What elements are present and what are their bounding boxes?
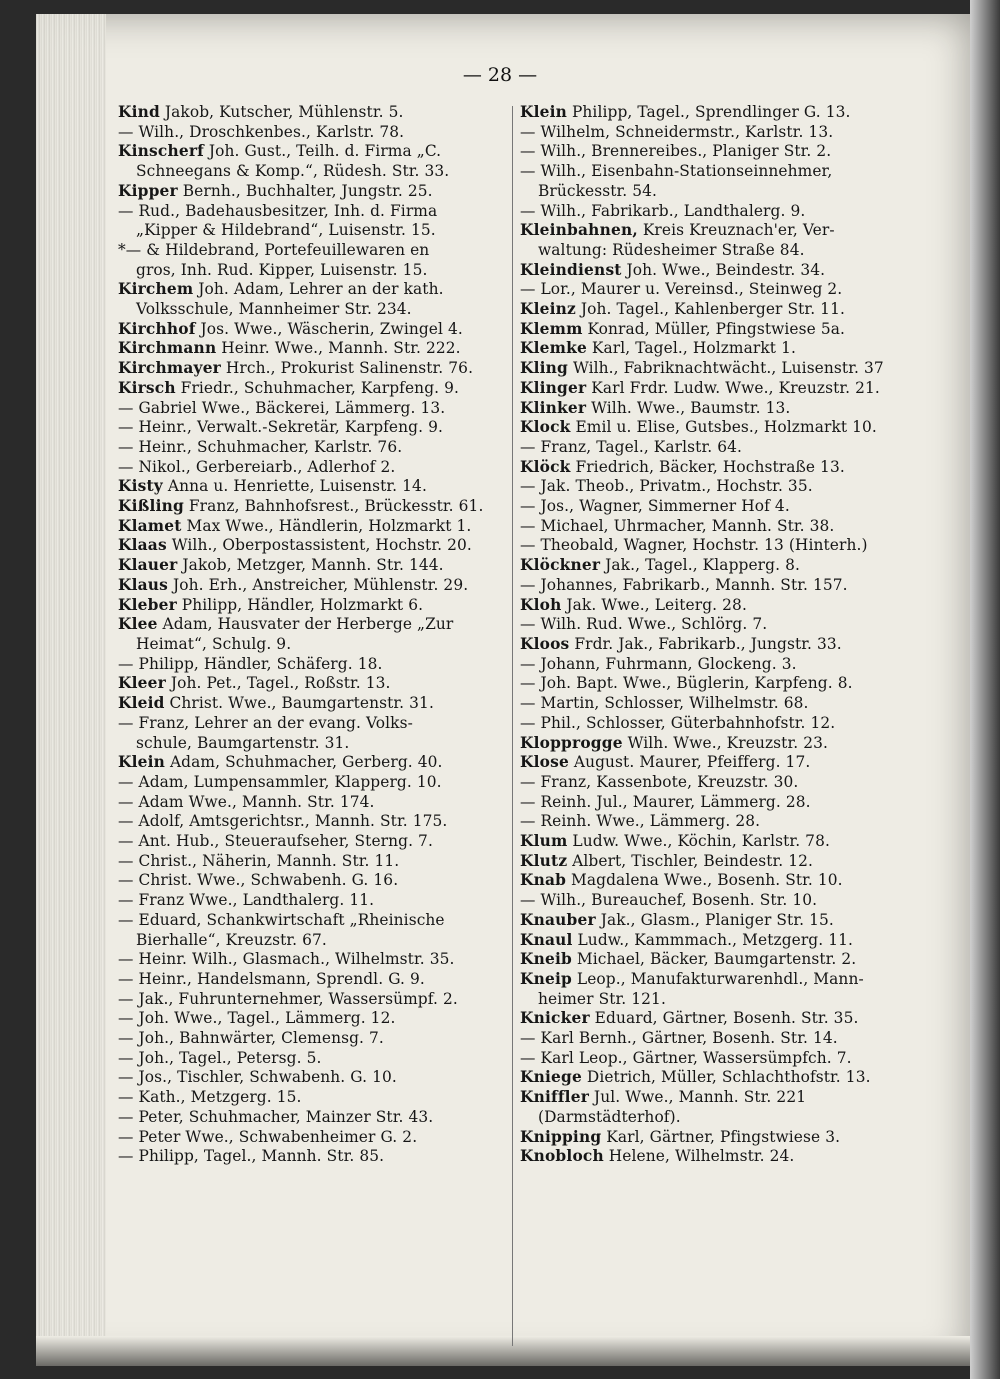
directory-entry-line <box>520 182 910 202</box>
entry-text: Jakob, Kutscher, Mühlenstr. 5. <box>164 103 404 121</box>
directory-entry-line <box>118 477 504 497</box>
directory-entry-line <box>520 812 910 832</box>
directory-entry-line <box>118 990 504 1010</box>
directory-entry-line <box>520 635 910 655</box>
entry-surname: Kirchmann <box>118 339 217 358</box>
entry-text: — Wilh. Rud. Wwe., Schlörg. 7. <box>520 615 768 634</box>
directory-entry-line <box>520 714 910 734</box>
entry-text: — Jak. Theob., Privatm., Hochstr. 35. <box>520 477 813 496</box>
directory-entry-line <box>520 832 910 852</box>
entry-text: Kreis Kreuznach'er, Ver- <box>642 221 835 240</box>
directory-entry-line <box>520 1049 910 1069</box>
entry-text: Emil u. Elise, Gutsbes., Holzmarkt 10. <box>575 418 877 437</box>
directory-entry-line <box>118 871 504 891</box>
entry-text: — Franz, Lehrer an der evang. Volks- <box>118 713 413 732</box>
directory-entry-line <box>118 1147 504 1167</box>
entry-surname: Kneib <box>520 950 572 969</box>
entry-text: — Wilh., Droschkenbes., Karlstr. 78. <box>118 122 405 141</box>
entry-text: Joh. Gust., Teilh. d. Firma „C. <box>208 142 442 161</box>
directory-entry-line <box>118 1049 504 1069</box>
directory-entry-line <box>118 280 504 300</box>
entry-text: Jakob, Metzger, Mannh. Str. 144. <box>182 556 444 575</box>
directory-entry-line <box>520 517 910 537</box>
entry-text: — Wilh., Fabrikarb., Landthalerg. 9. <box>520 201 806 220</box>
directory-entry-line <box>118 793 504 813</box>
directory-entry-line <box>520 674 910 694</box>
entry-text: — Nikol., Gerbereiarb., Adlerhof 2. <box>118 457 396 476</box>
entry-text: schule, Baumgartenstr. 31. <box>136 733 350 752</box>
directory-entry-line <box>118 379 504 399</box>
directory-entry-line <box>520 734 910 754</box>
column-divider <box>512 106 513 1346</box>
entry-surname: Klemm <box>520 319 583 338</box>
directory-entry-line <box>520 536 910 556</box>
entry-text: — Adam Wwe., Mannh. Str. 174. <box>118 792 375 811</box>
directory-entry-line <box>118 635 504 655</box>
entry-text: — Phil., Schlosser, Güterbahnhofstr. 12. <box>520 713 836 732</box>
entry-surname: Knicker <box>520 1009 590 1028</box>
entry-text: Frdr. Jak., Fabrikarb., Jungstr. 33. <box>574 634 842 653</box>
directory-entry-line <box>118 576 504 596</box>
entry-surname: Klee <box>118 615 158 634</box>
entry-surname: Kind <box>118 103 160 121</box>
entry-text: — Jos., Tischler, Schwabenh. G. 10. <box>118 1068 397 1087</box>
entry-text: Magdalena Wwe., Bosenh. Str. 10. <box>571 871 843 890</box>
directory-entry-line <box>520 1088 910 1108</box>
entry-text: (Darmstädterhof). <box>538 1107 681 1126</box>
directory-entry-line <box>520 379 910 399</box>
directory-entry-line <box>118 1029 504 1049</box>
entry-surname: Kirchmayer <box>118 359 221 378</box>
entry-surname: Knipping <box>520 1127 602 1146</box>
directory-entry-line <box>118 734 504 754</box>
directory-entry-line <box>520 1068 910 1088</box>
directory-entry-line <box>520 970 910 990</box>
entry-surname: Kloh <box>520 595 562 614</box>
directory-entry-line <box>118 300 504 320</box>
entry-surname: Klöck <box>520 457 571 476</box>
entry-text: — Heinr., Handelsmann, Sprendl. G. 9. <box>118 969 425 988</box>
entry-text: „Kipper & Hildebrand“, Luisenstr. 15. <box>136 221 436 240</box>
directory-entry-line <box>118 458 504 478</box>
entry-text: Joh. Tagel., Kahlenberger Str. 11. <box>580 300 845 319</box>
entry-text: Adam, Schuhmacher, Gerberg. 40. <box>169 753 443 772</box>
entry-text: Schneegans & Komp.“, Rüdesh. Str. 33. <box>136 162 450 181</box>
directory-entry-line <box>520 1009 910 1029</box>
directory-entry-line <box>520 418 910 438</box>
entry-surname: Klinker <box>520 398 587 417</box>
directory-entry-line <box>118 123 504 143</box>
entry-text: Helene, Wilhelmstr. 24. <box>608 1147 795 1166</box>
directory-entry-line <box>520 990 910 1010</box>
directory-entry-line <box>520 891 910 911</box>
entry-text: — Adolf, Amtsgerichtsr., Mannh. Str. 175. <box>118 812 448 831</box>
entry-text: Leop., Manufakturwarenhdl., Mann- <box>576 969 864 988</box>
entry-surname: Klopprogge <box>520 733 623 752</box>
directory-entry-line <box>520 280 910 300</box>
entry-text: — Wilh., Brennereibes., Planiger Str. 2. <box>520 142 832 161</box>
directory-entry-line <box>520 438 910 458</box>
entry-text: — Reinh. Jul., Maurer, Lämmerg. 28. <box>520 792 811 811</box>
entry-text: — Lor., Maurer u. Vereinsd., Steinweg 2. <box>520 280 843 299</box>
entry-text: — Johannes, Fabrikarb., Mannh. Str. 157. <box>520 575 848 594</box>
entry-text: Ludw., Kammmach., Metzgerg. 11. <box>577 930 854 949</box>
entry-text: — Reinh. Wwe., Lämmerg. 28. <box>520 812 761 831</box>
directory-entry-line <box>118 714 504 734</box>
entry-surname: Kisty <box>118 477 163 496</box>
entry-surname: Klaus <box>118 575 169 594</box>
entry-text: — Wilh., Bureauchef, Bosenh. Str. 10. <box>520 891 818 910</box>
entry-text: waltung: Rüdesheimer Straße 84. <box>538 240 805 259</box>
entry-text: — Joh. Wwe., Tagel., Lämmerg. 12. <box>118 1009 396 1028</box>
directory-entry-line <box>520 1108 910 1128</box>
directory-entry-line <box>118 221 504 241</box>
entry-surname: Klauer <box>118 556 178 575</box>
entry-text: Wilh. Wwe., Baumstr. 13. <box>591 398 791 417</box>
directory-entry-line <box>520 852 910 872</box>
entry-text: Max Wwe., Händlerin, Holzmarkt 1. <box>186 516 472 535</box>
directory-entry-line <box>520 694 910 714</box>
entry-text: — Philipp, Händler, Schäferg. 18. <box>118 654 383 673</box>
directory-entry-line <box>118 536 504 556</box>
directory-entry-line <box>118 1088 504 1108</box>
entry-text: Dietrich, Müller, Schlachthofstr. 13. <box>586 1068 871 1087</box>
directory-entry-line <box>520 241 910 261</box>
entry-text: — Johann, Fuhrmann, Glockeng. 3. <box>520 654 797 673</box>
entry-text: — Joh., Bahnwärter, Clemensg. 7. <box>118 1029 384 1048</box>
entry-text: — Adam, Lumpensammler, Klapperg. 10. <box>118 772 442 791</box>
directory-entry-line <box>520 202 910 222</box>
entry-text: Adam, Hausvater der Herberge „Zur <box>162 615 454 634</box>
entry-text: heimer Str. 121. <box>538 989 666 1008</box>
entry-text: — Franz, Kassenbote, Kreuzstr. 30. <box>520 772 799 791</box>
directory-entry-line <box>118 753 504 773</box>
entry-text: Ludw. Wwe., Köchin, Karlstr. 78. <box>572 832 830 851</box>
entry-text: Anna u. Henriette, Luisenstr. 14. <box>167 477 427 496</box>
entry-text: Konrad, Müller, Pfingstwiese 5a. <box>587 319 845 338</box>
directory-entry-line <box>520 339 910 359</box>
entry-text: Joh. Adam, Lehrer an der kath. <box>198 280 444 299</box>
entry-text: Volksschule, Mannheimer Str. 234. <box>136 300 412 319</box>
directory-entry-line <box>118 1128 504 1148</box>
entry-text: Hrch., Prokurist Salinenstr. 76. <box>225 359 474 378</box>
directory-entry-line <box>118 517 504 537</box>
directory-entry-line <box>520 596 910 616</box>
directory-entry-line <box>520 911 910 931</box>
directory-entry-line <box>520 320 910 340</box>
entry-text: Brückesstr. 54. <box>538 181 658 200</box>
directory-entry-line <box>118 950 504 970</box>
entry-surname: Kißling <box>118 497 184 516</box>
directory-entry-line <box>118 497 504 517</box>
entry-text: — Rud., Badehausbesitzer, Inh. d. Firma <box>118 201 438 220</box>
entry-text: — Wilh., Eisenbahn-Stationseinnehmer, <box>520 162 833 181</box>
entry-text: Eduard, Gärtner, Bosenh. Str. 35. <box>594 1009 859 1028</box>
entry-text: Bierhalle“, Kreuzstr. 67. <box>136 930 327 949</box>
entry-text: Jul. Wwe., Mannh. Str. 221 <box>593 1088 807 1107</box>
entry-text: Franz, Bahnhofsrest., Brückesstr. 61. <box>188 497 484 516</box>
entry-text: Karl, Gärtner, Pfingstwiese 3. <box>606 1127 841 1146</box>
entry-text: Joh. Pet., Tagel., Roßstr. 13. <box>170 674 391 693</box>
directory-entry-line <box>118 694 504 714</box>
directory-entry-line <box>520 1029 910 1049</box>
directory-entry-line <box>520 123 910 143</box>
entry-text: — Philipp, Tagel., Mannh. Str. 85. <box>118 1147 385 1166</box>
entry-surname: Kipper <box>118 181 178 200</box>
directory-entry-line <box>118 359 504 379</box>
entry-text: Joh. Wwe., Beindestr. 34. <box>626 260 826 279</box>
directory-entry-line <box>520 221 910 241</box>
directory-entry-line <box>520 359 910 379</box>
entry-surname: Kneip <box>520 969 572 988</box>
entry-text: Friedr., Schuhmacher, Karpfeng. 9. <box>180 378 460 397</box>
entry-text: — Peter Wwe., Schwabenheimer G. 2. <box>118 1127 418 1146</box>
entry-surname: Klinger <box>520 378 587 397</box>
directory-entry-line <box>118 832 504 852</box>
directory-entry-line <box>118 596 504 616</box>
directory-entry-line <box>520 399 910 419</box>
entry-text: Jos. Wwe., Wäscherin, Zwingel 4. <box>200 319 463 338</box>
directory-entry-line <box>520 773 910 793</box>
directory-entry-line <box>520 300 910 320</box>
entry-surname: Klum <box>520 832 568 851</box>
entry-text: — Christ., Näherin, Mannh. Str. 11. <box>118 851 400 870</box>
directory-entry-line <box>520 871 910 891</box>
entry-surname: Kling <box>520 359 569 378</box>
directory-entry-line <box>118 418 504 438</box>
directory-entry-line <box>520 793 910 813</box>
entry-surname: Kinscherf <box>118 142 204 161</box>
entry-text: — Christ. Wwe., Schwabenh. G. 16. <box>118 871 399 890</box>
directory-entry-line <box>520 477 910 497</box>
directory-entry-line <box>118 320 504 340</box>
directory-entry-line <box>520 753 910 773</box>
entry-text: — Franz, Tagel., Karlstr. 64. <box>520 437 742 456</box>
directory-entry-line <box>118 182 504 202</box>
entry-text: Heinr. Wwe., Mannh. Str. 222. <box>221 339 461 358</box>
right-column <box>520 103 910 1167</box>
entry-surname: Klaas <box>118 536 167 555</box>
entry-text: Christ. Wwe., Baumgartenstr. 31. <box>169 694 434 713</box>
directory-entry-line <box>520 162 910 182</box>
directory-entry-line <box>118 556 504 576</box>
entry-surname: Knauber <box>520 910 596 929</box>
entry-surname: Kleid <box>118 694 165 713</box>
directory-entry-line <box>520 615 910 635</box>
directory-entry-line <box>520 142 910 162</box>
entry-text: — Wilhelm, Schneidermstr., Karlstr. 13. <box>520 122 834 141</box>
entry-text: — Theobald, Wagner, Hochstr. 13 (Hinterh.) <box>520 536 868 555</box>
directory-entry-line <box>520 556 910 576</box>
entry-text: — Michael, Uhrmacher, Mannh. Str. 38. <box>520 516 835 535</box>
entry-text: — Karl Bernh., Gärtner, Bosenh. Str. 14. <box>520 1029 838 1048</box>
entry-text: August. Maurer, Pfeifferg. 17. <box>573 753 811 772</box>
entry-text: — Joh. Bapt. Wwe., Büglerin, Karpfeng. 8. <box>520 674 853 693</box>
entry-text: Michael, Bäcker, Baumgartenstr. 2. <box>576 950 857 969</box>
directory-entry-line <box>118 812 504 832</box>
entry-surname: Klutz <box>520 851 568 870</box>
directory-entry-line <box>520 1128 910 1148</box>
page-gutter <box>36 14 106 1366</box>
directory-entry-line <box>118 241 504 261</box>
entry-surname: Klöckner <box>520 556 601 575</box>
entry-text: Karl Frdr. Ludw. Wwe., Kreuzstr. 21. <box>591 378 880 397</box>
entry-text: — Jos., Wagner, Simmerner Hof 4. <box>520 497 790 516</box>
directory-entry-line <box>520 576 910 596</box>
entry-text: Albert, Tischler, Beindestr. 12. <box>572 851 814 870</box>
entry-text: Joh. Erh., Anstreicher, Mühlenstr. 29. <box>172 575 469 594</box>
directory-entry-line <box>520 261 910 281</box>
entry-text: *— & Hildebrand, Portefeuillewaren en <box>118 240 430 259</box>
entry-text: Jak., Glasm., Planiger Str. 15. <box>600 910 834 929</box>
entry-text: Wilh. Wwe., Kreuzstr. 23. <box>627 733 828 752</box>
entry-text: — Jak., Fuhrunternehmer, Wassersümpf. 2. <box>118 989 458 1008</box>
directory-entry-line <box>118 261 504 281</box>
entry-surname: Klose <box>520 753 569 772</box>
directory-entry-line <box>520 950 910 970</box>
directory-entry-line <box>118 674 504 694</box>
entry-text: gros, Inh. Rud. Kipper, Luisenstr. 15. <box>136 260 428 279</box>
directory-entry-line <box>520 655 910 675</box>
left-column <box>118 103 504 1167</box>
directory-entry-line <box>520 931 910 951</box>
entry-text: — Ant. Hub., Steueraufseher, Sterng. 7. <box>118 832 433 851</box>
entry-surname: Klein <box>118 753 166 772</box>
entry-text: Wilh., Oberpostassistent, Hochstr. 20. <box>171 536 472 555</box>
directory-entry-line <box>520 497 910 517</box>
directory-entry-line <box>118 1108 504 1128</box>
directory-entry-line <box>118 970 504 990</box>
book-edge <box>970 0 1000 1379</box>
page-bottom-shadow <box>36 1336 970 1366</box>
directory-entry-line <box>118 438 504 458</box>
entry-text: Karl, Tagel., Holzmarkt 1. <box>591 339 796 358</box>
directory-entry-line <box>118 202 504 222</box>
entry-surname: Kleer <box>118 674 166 693</box>
entry-text: — Peter, Schuhmacher, Mainzer Str. 43. <box>118 1107 434 1126</box>
entry-surname: Kirsch <box>118 378 176 397</box>
entry-text: Jak. Wwe., Leiterg. 28. <box>566 595 747 614</box>
entry-surname: Knaul <box>520 930 573 949</box>
entry-surname: Kniege <box>520 1068 582 1087</box>
entry-text: — Martin, Schlosser, Wilhelmstr. 68. <box>520 694 809 713</box>
entry-surname: Kniffler <box>520 1088 590 1107</box>
directory-entry-line <box>118 655 504 675</box>
page-number: — 28 — <box>462 64 538 86</box>
entry-surname: Kleinbahnen, <box>520 221 638 240</box>
directory-entry-line <box>118 1068 504 1088</box>
entry-surname: Kloos <box>520 634 570 653</box>
entry-text: — Heinr., Verwalt.-Sekretär, Karpfeng. 9. <box>118 418 443 437</box>
directory-entry-line <box>118 142 504 162</box>
entry-text: Bernh., Buchhalter, Jungstr. 25. <box>182 181 433 200</box>
entry-text: — Heinr. Wilh., Glasmach., Wilhelmstr. 35. <box>118 950 455 969</box>
entry-text: Friedrich, Bäcker, Hochstraße 13. <box>575 457 845 476</box>
entry-surname: Klock <box>520 418 571 437</box>
entry-surname: Knab <box>520 871 567 890</box>
directory-entry-line <box>520 1147 910 1167</box>
entry-text: Philipp, Händler, Holzmarkt 6. <box>181 595 424 614</box>
directory-entry-line <box>118 891 504 911</box>
entry-surname: Kleinz <box>520 300 576 319</box>
entry-surname: Klein <box>520 103 568 121</box>
entry-text: — Kath., Metzgerg. 15. <box>118 1088 302 1107</box>
entry-text: — Heinr., Schuhmacher, Karlstr. 76. <box>118 437 403 456</box>
entry-surname: Kirchhof <box>118 319 196 338</box>
directory-entry-line <box>118 103 504 123</box>
entry-surname: Kleber <box>118 595 177 614</box>
directory-entry-line <box>118 852 504 872</box>
directory-entry-line <box>520 458 910 478</box>
entry-text: — Eduard, Schankwirtschaft „Rheinische <box>118 910 445 929</box>
entry-text: Philipp, Tagel., Sprendlinger G. 13. <box>571 103 851 121</box>
directory-entry-line <box>520 103 910 123</box>
entry-surname: Klemke <box>520 339 587 358</box>
directory-entry-line <box>118 162 504 182</box>
entry-text: — Franz Wwe., Landthalerg. 11. <box>118 891 375 910</box>
directory-entry-line <box>118 399 504 419</box>
entry-text: — Gabriel Wwe., Bäckerei, Lämmerg. 13. <box>118 398 446 417</box>
directory-entry-line <box>118 339 504 359</box>
entry-text: — Karl Leop., Gärtner, Wassersümpfch. 7. <box>520 1048 852 1067</box>
entry-surname: Klamet <box>118 516 182 535</box>
entry-text: Jak., Tagel., Klapperg. 8. <box>605 556 800 575</box>
directory-entry-line <box>118 773 504 793</box>
directory-entry-line <box>118 931 504 951</box>
entry-text: Heimat“, Schulg. 9. <box>136 634 292 653</box>
entry-surname: Kirchem <box>118 280 194 299</box>
directory-entry-line <box>118 1009 504 1029</box>
entry-surname: Kleindienst <box>520 260 622 279</box>
entry-text: Wilh., Fabriknachtwächt., Luisenstr. 37 <box>572 359 884 378</box>
directory-entry-line <box>118 615 504 635</box>
directory-entry-line <box>118 911 504 931</box>
entry-surname: Knobloch <box>520 1147 604 1166</box>
entry-text: — Joh., Tagel., Petersg. 5. <box>118 1048 322 1067</box>
